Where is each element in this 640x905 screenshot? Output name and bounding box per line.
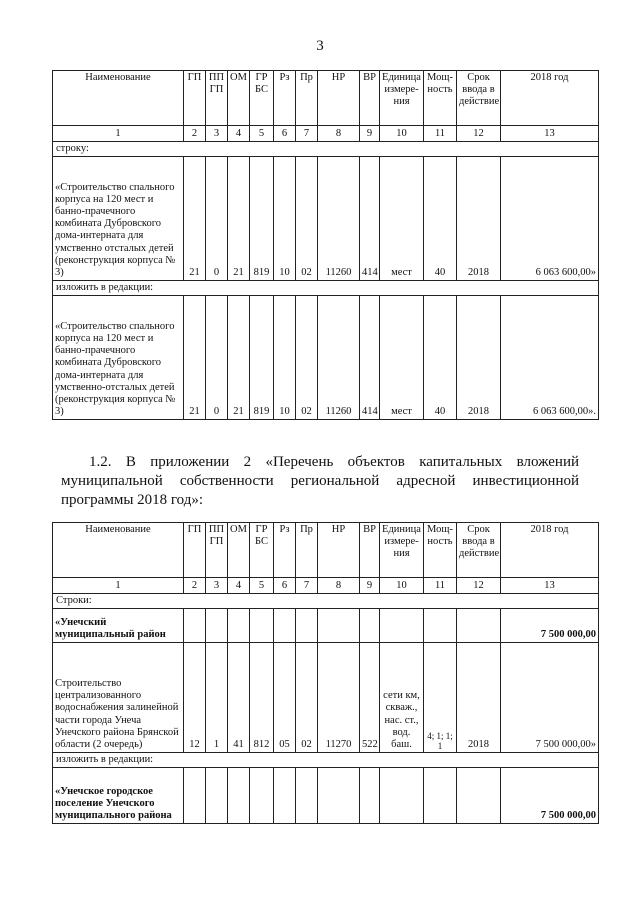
- col-number: 7: [296, 126, 318, 142]
- col-number: 12: [457, 578, 501, 594]
- col-number: 5: [250, 578, 274, 594]
- col-number: 1: [53, 126, 184, 142]
- cell-rz: 10: [274, 157, 296, 281]
- column-number-row: [53, 578, 599, 594]
- cell-nr: 11260: [318, 296, 360, 420]
- col-header-pr: Пр: [296, 523, 318, 578]
- col-header-unit: Единица измере-ния: [380, 523, 424, 578]
- cell-pr: 02: [296, 643, 318, 753]
- cell-year: 7 500 000,00: [501, 609, 599, 643]
- cell-unit: мест: [380, 296, 424, 420]
- cell-vr: 414: [360, 296, 380, 420]
- cell-term: 2018: [457, 157, 501, 281]
- table-2: [52, 522, 599, 824]
- col-header-term: Срок ввода в действие: [457, 523, 501, 578]
- cell-ppgp: 1: [206, 643, 228, 753]
- table-row: [53, 157, 599, 281]
- col-header-gp: ГП: [184, 523, 206, 578]
- col-number: 2: [184, 126, 206, 142]
- col-number: 3: [206, 126, 228, 142]
- col-number: 6: [274, 578, 296, 594]
- col-number: 3: [206, 578, 228, 594]
- row-name: «Унечский муниципальный район: [53, 609, 184, 643]
- section-label: изложить в редакции:: [53, 281, 599, 296]
- col-number: 4: [228, 578, 250, 594]
- col-header-year: 2018 год: [501, 523, 599, 578]
- cell-ppgp: 0: [206, 157, 228, 281]
- table-header-row: [53, 71, 599, 126]
- cell-power: 40: [424, 157, 457, 281]
- group-row: [53, 609, 599, 643]
- col-header-rz: Рз: [274, 71, 296, 126]
- section-label: строку:: [53, 142, 599, 157]
- cell-gp: 21: [184, 296, 206, 420]
- table-1: [52, 70, 599, 420]
- col-header-vr: ВР: [360, 523, 380, 578]
- col-header-rz: Рз: [274, 523, 296, 578]
- cell-rz: 05: [274, 643, 296, 753]
- section-label: Строки:: [53, 594, 599, 609]
- col-header-nr: НР: [318, 523, 360, 578]
- col-number: 2: [184, 578, 206, 594]
- section-label: изложить в редакции:: [53, 753, 599, 768]
- cell-unit: сети км, скваж., нас. ст., вод. баш.: [380, 643, 424, 753]
- table-row: [53, 643, 599, 753]
- col-header-year: 2018 год: [501, 71, 599, 126]
- section-paragraph: 1.2. В приложении 2 «Перечень объектов капитальных вложений муниципальной собственности региональной адресной инвестиционной программы 2018 год»:: [61, 454, 579, 508]
- cell-term: 2018: [457, 296, 501, 420]
- col-header-om: ОМ: [228, 71, 250, 126]
- cell-term: 2018: [457, 643, 501, 753]
- cell-nr: 11260: [318, 157, 360, 281]
- cell-om: 21: [228, 296, 250, 420]
- group-row: [53, 768, 599, 824]
- col-number: 6: [274, 126, 296, 142]
- col-header-pr: Пр: [296, 71, 318, 126]
- col-header-om: ОМ: [228, 523, 250, 578]
- cell-pr: 02: [296, 157, 318, 281]
- cell-gp: 21: [184, 157, 206, 281]
- col-number: 9: [360, 126, 380, 142]
- cell-year: 6 063 600,00»: [501, 157, 599, 281]
- col-number: 13: [501, 578, 599, 594]
- col-header-power: Мощ-ность: [424, 523, 457, 578]
- col-number: 4: [228, 126, 250, 142]
- col-header-name: Наименование: [53, 71, 184, 126]
- row-name: «Строительство спального корпуса на 120 мест и банно-прачечного комбината Дубровского дома-интерната для умственно-отсталых детей (реконструкция корпуса № 3): [53, 296, 184, 420]
- cell-grbs: 812: [250, 643, 274, 753]
- cell-year: 7 500 000,00: [501, 768, 599, 824]
- cell-om: 41: [228, 643, 250, 753]
- row-name: «Унечское городское поселение Унечского муниципального района: [53, 768, 184, 824]
- cell-pr: 02: [296, 296, 318, 420]
- col-number: 10: [380, 578, 424, 594]
- col-number: 12: [457, 126, 501, 142]
- column-number-row: [53, 126, 599, 142]
- cell-power: 4; 1; 1; 1: [424, 643, 457, 753]
- col-number: 7: [296, 578, 318, 594]
- page-number: 3: [316, 38, 324, 54]
- table-row: [53, 296, 599, 420]
- cell-ppgp: 0: [206, 296, 228, 420]
- cell-grbs: 819: [250, 157, 274, 281]
- cell-power: 40: [424, 296, 457, 420]
- cell-gp: 12: [184, 643, 206, 753]
- col-header-vr: ВР: [360, 71, 380, 126]
- col-number: 13: [501, 126, 599, 142]
- cell-rz: 10: [274, 296, 296, 420]
- cell-year: 7 500 000,00»: [501, 643, 599, 753]
- col-number: 10: [380, 126, 424, 142]
- cell-vr: 522: [360, 643, 380, 753]
- cell-unit: мест: [380, 157, 424, 281]
- col-header-ppgp: ПП ГП: [206, 523, 228, 578]
- col-header-nr: НР: [318, 71, 360, 126]
- col-number: 8: [318, 578, 360, 594]
- col-header-name: Наименование: [53, 523, 184, 578]
- col-header-term: Срок ввода в действие: [457, 71, 501, 126]
- cell-grbs: 819: [250, 296, 274, 420]
- table-header-row: [53, 523, 599, 578]
- col-number: 5: [250, 126, 274, 142]
- row-name: Строительство централизованного водоснабжения залинейной части города Унеча Унечского района Брянской области (2 очередь): [53, 643, 184, 753]
- cell-nr: 11270: [318, 643, 360, 753]
- row-name: «Строительство спального корпуса на 120 мест и банно-прачечного комбината Дубровского дома-интерната для умственно отсталых детей (реконструкция корпуса № 3): [53, 157, 184, 281]
- col-number: 11: [424, 126, 457, 142]
- cell-vr: 414: [360, 157, 380, 281]
- cell-om: 21: [228, 157, 250, 281]
- col-number: 9: [360, 578, 380, 594]
- col-number: 1: [53, 578, 184, 594]
- col-number: 8: [318, 126, 360, 142]
- col-header-ppgp: ПП ГП: [206, 71, 228, 126]
- col-header-grbs: ГР БС: [250, 523, 274, 578]
- col-header-power: Мощ-ность: [424, 71, 457, 126]
- col-header-gp: ГП: [184, 71, 206, 126]
- col-header-unit: Единица измере-ния: [380, 71, 424, 126]
- cell-year: 6 063 600,00».: [501, 296, 599, 420]
- col-header-grbs: ГР БС: [250, 71, 274, 126]
- col-number: 11: [424, 578, 457, 594]
